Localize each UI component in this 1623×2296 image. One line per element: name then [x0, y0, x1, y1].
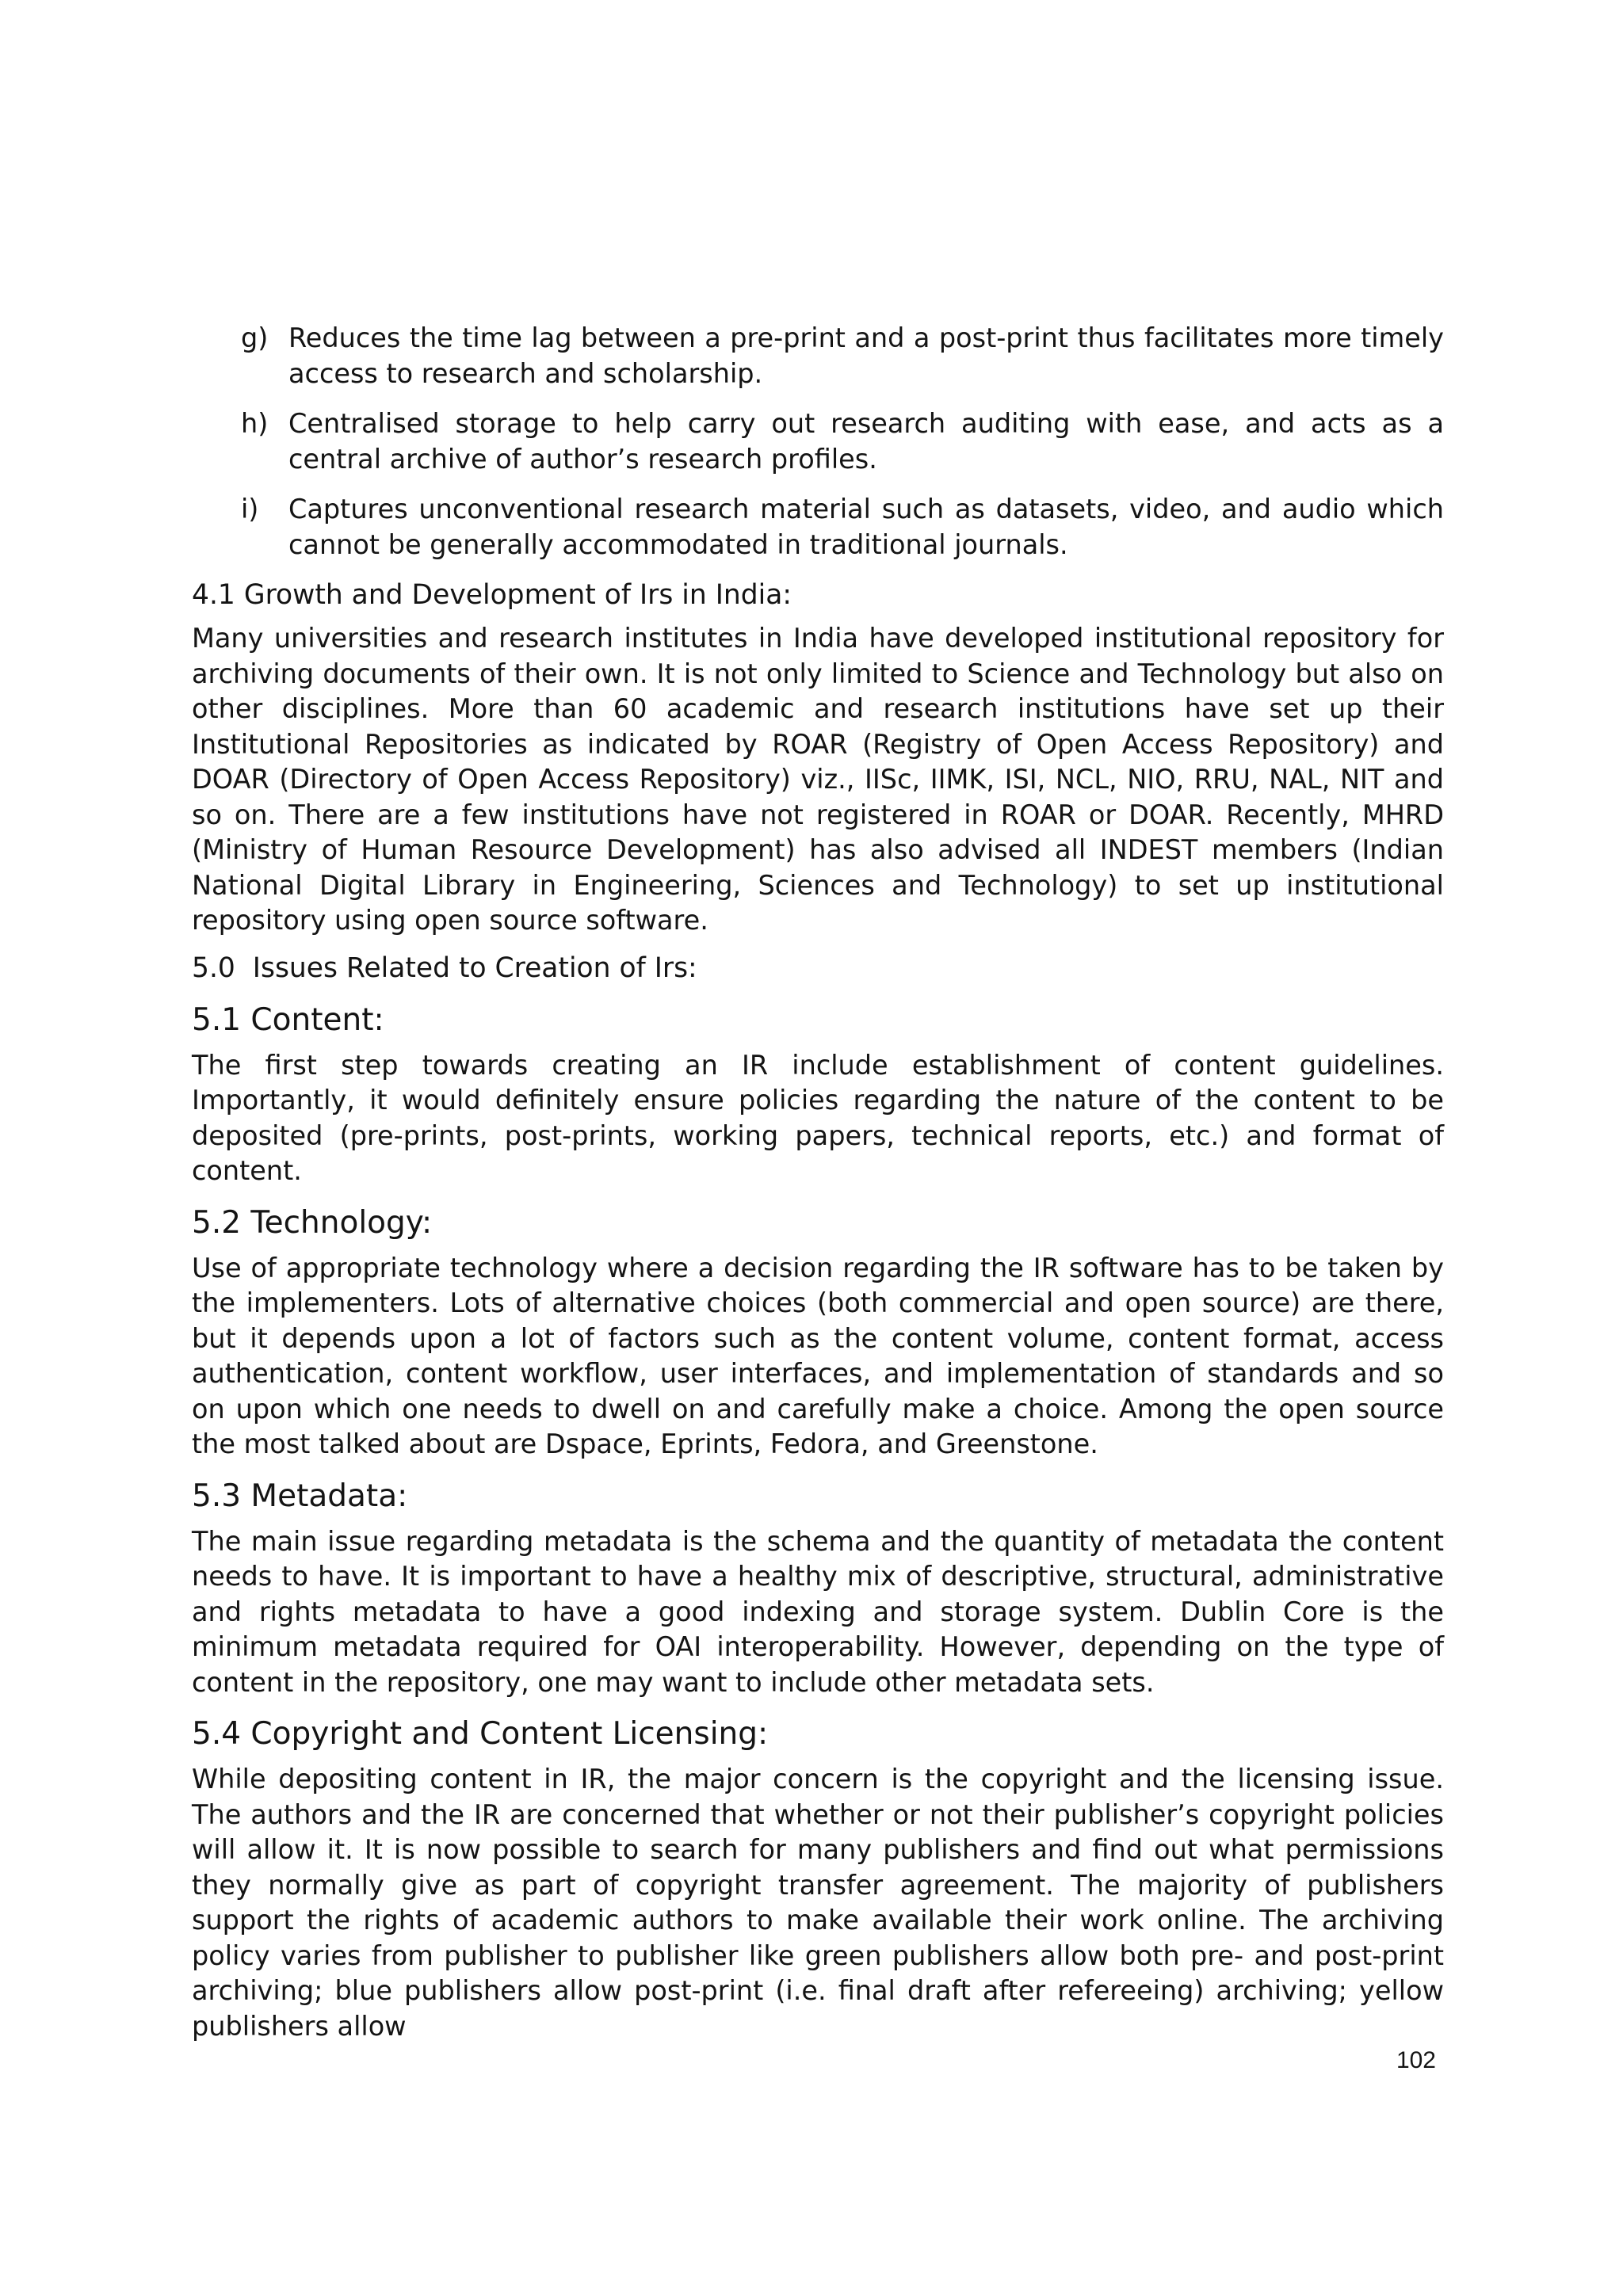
benefits-list	[192, 320, 1444, 563]
page-content	[192, 320, 1444, 2052]
list-item-text: Centralised storage to help carry out research auditing with ease, and acts as a central archive of author’s research profiles.	[288, 408, 1444, 475]
list-item	[192, 491, 1444, 563]
page-number: 102	[1396, 2047, 1436, 2073]
list-marker: i)	[241, 494, 259, 524]
list-marker: g)	[241, 322, 269, 353]
paragraph-4-1: Many universities and research institutes in India have developed institutional repository for archiving documents of their own. It is not only limited to Science and Technology but also on other disciplines. More than 60 academic and research institutions have set up their Institutional Repositories as indicated by ROAR (Registry of Open Access Repository) and DOAR (Directory of Open Access Repository) viz., IISc, IIMK, ISI, NCL, NIO, RRU, NAL, NIT and so on. There are a few institutions have not registered in ROAR or DOAR. Recently, MHRD (Ministry of Human Resource Development) has also advised all INDEST members (Indian National Digital Library in Engineering, Sciences and Technology) to set up institutional repository using open source software.	[192, 623, 1444, 936]
section-heading-5-2: 5.2 Technology:	[192, 1204, 433, 1241]
list-item	[192, 406, 1444, 477]
list-item	[192, 320, 1444, 391]
paragraph-5-3: The main issue regarding metadata is the schema and the quantity of metadata the content needs to have. It is important to have a healthy mix of descriptive, structural, administrative and rights metadata to have a good indexing and storage system. Dublin Core is the minimum metadata required for OAI interoperability. However, depending on the type of content in the repository, one may want to include other metadata sets.	[192, 1525, 1444, 1698]
list-item-text: Reduces the time lag between a pre-print and a post-print thus facilitates more timely access to research and scholarship.	[288, 322, 1444, 389]
section-heading-5-1: 5.1 Content:	[192, 1001, 384, 1038]
section-heading-5-0: 5.0 Issues Related to Creation of Irs:	[192, 952, 697, 984]
section-heading-5-4: 5.4 Copyright and Content Licensing:	[192, 1716, 769, 1752]
list-marker: h)	[241, 408, 269, 439]
paragraph-5-2: Use of appropriate technology where a decision regarding the IR software has to be taken by the implementers. Lots of alternative choices (both commercial and open source) are there, but it depends upon a lot of factors such as the content volume, content format, access authentication, content workflow, user interfaces, and implementation of standards and so on upon which one needs to dwell on and carefully make a choice. Among the open source the most talked about are Dspace, Eprints, Fedora, and Greenstone.	[192, 1252, 1444, 1459]
paragraph-5-1: The first step towards creating an IR include establishment of content guidelines. Importantly, it would definitely ensure policies regarding the nature of the content to be deposited (pre-prints, post-prints, working papers, technical reports, etc.) and format of content.	[192, 1049, 1444, 1186]
section-heading-4-1: 4.1 Growth and Development of Irs in India:	[192, 579, 792, 611]
section-heading-5-3: 5.3 Metadata:	[192, 1478, 408, 1514]
paragraph-5-4: While depositing content in IR, the major concern is the copyright and the licensing issue. The authors and the IR are concerned that whether or not their publisher’s copyright policies will allow it. It is now possible to search for many publishers and find out what permissions they normally give as part of copyright transfer agreement. The majority of publishers support the rights of academic authors to make available their work online. The archiving policy varies from publisher to publisher like green publishers allow both pre- and post-print archiving; blue publishers allow post-print (i.e. final draft after refereeing) archiving; yellow publishers allow	[192, 1764, 1444, 2042]
list-item-text: Captures unconventional research material such as datasets, video, and audio which cannot be generally accommodated in traditional journals.	[288, 494, 1444, 560]
